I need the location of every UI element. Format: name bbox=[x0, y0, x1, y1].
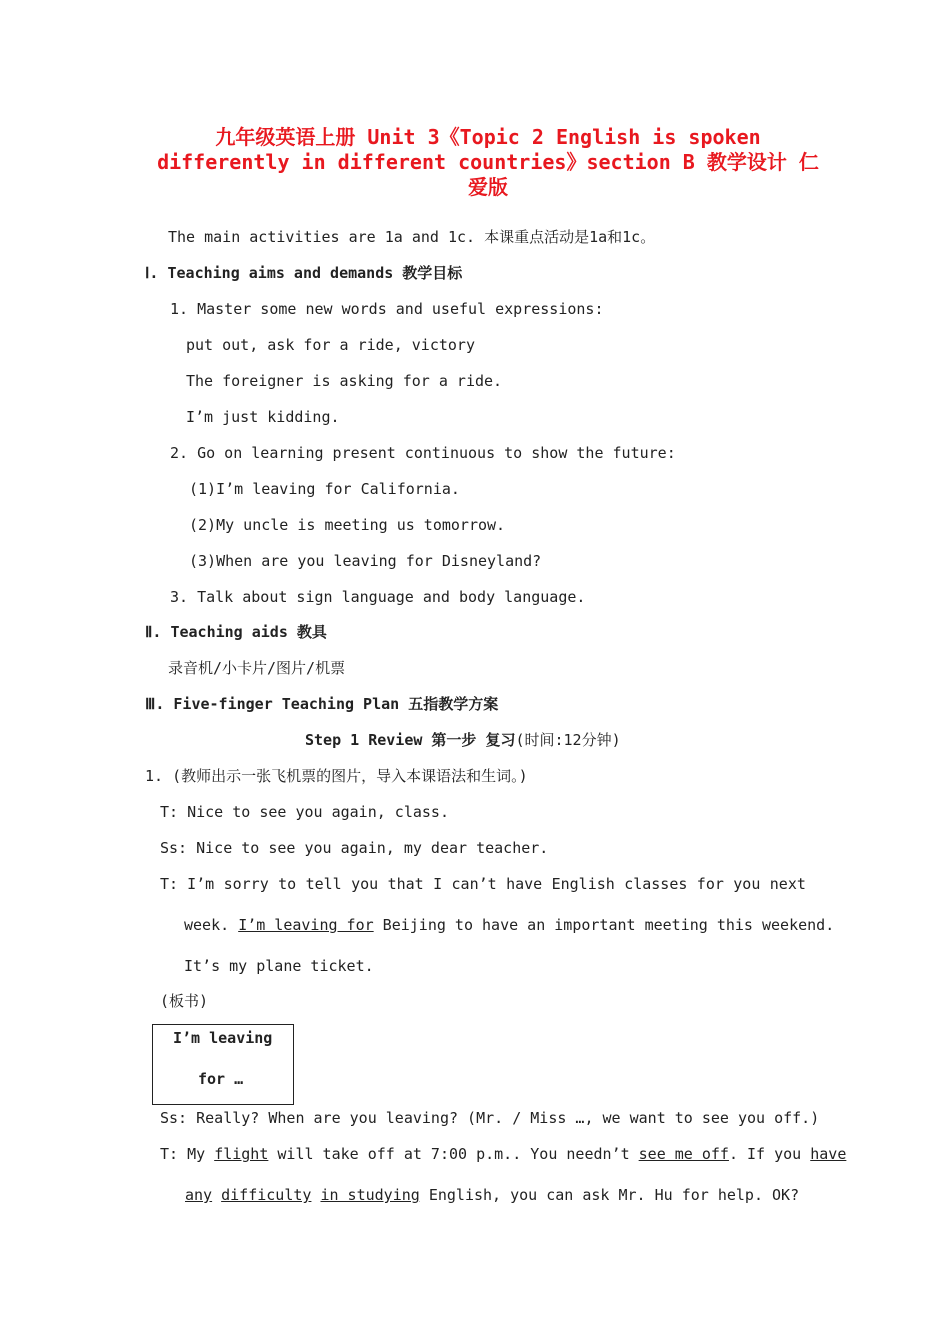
aim-sentence-1: (1)I’m leaving for California. bbox=[189, 480, 460, 498]
text-segment: Beijing to have an important meeting this weekend. bbox=[373, 916, 835, 934]
dialogue-line-3b bbox=[184, 915, 834, 935]
word: T: I’m bbox=[160, 875, 215, 893]
dialogue-line-3 bbox=[160, 874, 806, 894]
aim-sentence-2: (2)My uncle is meeting us tomorrow. bbox=[189, 516, 506, 534]
aim-item-1: 1. Master some new words and useful expressions: bbox=[170, 300, 604, 318]
word: that bbox=[387, 875, 424, 893]
section-2-heading: Ⅱ. Teaching aids 教具 bbox=[145, 623, 327, 641]
text-segment: English, you can ask Mr. Hu for help. OK? bbox=[419, 1186, 800, 1204]
step-1-heading bbox=[305, 730, 621, 750]
underlined-have: have bbox=[810, 1145, 847, 1163]
aim-sentence-3: (3)When are you leaving for Disneyland? bbox=[189, 552, 542, 570]
word: you bbox=[351, 875, 379, 893]
board-note: (板书) bbox=[160, 992, 209, 1010]
doc-title-line-2: differently in different countries》section B 教学设计 仁 bbox=[157, 150, 819, 174]
aim-item-2: 2. Go on learning present continuous to show the future: bbox=[170, 444, 676, 462]
word: next bbox=[769, 875, 806, 893]
step-1-time: (时间:12分钟) bbox=[515, 731, 621, 749]
text-segment: . If you bbox=[728, 1145, 811, 1163]
underlined-difficulty: difficulty bbox=[221, 1186, 312, 1204]
word: English bbox=[551, 875, 615, 893]
word: I bbox=[433, 875, 443, 893]
word: you bbox=[733, 875, 761, 893]
word: classes bbox=[624, 875, 688, 893]
text-segment: week. bbox=[184, 916, 239, 934]
dialogue-line-4: Ss: Really? When are you leaving? (Mr. / Miss …, we want to see you off.) bbox=[160, 1109, 820, 1127]
aim-item-3: 3. Talk about sign language and body language. bbox=[170, 588, 586, 606]
dialogue-line-3c: It’s my plane ticket. bbox=[184, 957, 374, 975]
word: can’t bbox=[451, 875, 497, 893]
dialogue-line-1: T: Nice to see you again, class. bbox=[160, 803, 449, 821]
step-1-title: Step 1 Review 第一步 复习 bbox=[305, 731, 516, 749]
section-3-heading: Ⅲ. Five-finger Teaching Plan 五指教学方案 bbox=[145, 695, 499, 713]
section-1-heading: Ⅰ. Teaching aims and demands 教学目标 bbox=[145, 264, 463, 282]
underlined-any: any bbox=[185, 1186, 213, 1204]
word: to bbox=[278, 875, 297, 893]
word: have bbox=[506, 875, 543, 893]
aim-words: put out, ask for a ride, victory bbox=[186, 336, 475, 354]
teaching-aids: 录音机/小卡片/图片/机票 bbox=[168, 659, 346, 677]
blackboard-box bbox=[152, 1024, 294, 1105]
underlined-in-studying: in studying bbox=[320, 1186, 420, 1204]
word: sorry bbox=[223, 875, 269, 893]
underlined-see-me-off: see me off bbox=[638, 1145, 729, 1163]
doc-title-line-1: 九年级英语上册 Unit 3《Topic 2 English is spoken bbox=[215, 125, 761, 149]
intro-text: The main activities are 1a and 1c. 本课重点活动是1a和1c。 bbox=[168, 228, 656, 246]
underlined-phrase: I’m leaving for bbox=[238, 916, 374, 934]
word: for bbox=[696, 875, 724, 893]
text-segment: will take off at 7:00 p.m.. You needn’t bbox=[268, 1145, 639, 1163]
box-line-1: I’m leaving bbox=[173, 1029, 273, 1047]
doc-title-line-3: 爱版 bbox=[468, 175, 508, 199]
step-note-1: 1. (教师出示一张飞机票的图片，导入本课语法和生词。) bbox=[145, 767, 528, 785]
box-line-2: for … bbox=[198, 1070, 244, 1088]
dialogue-line-6 bbox=[185, 1185, 799, 1205]
underlined-flight: flight bbox=[214, 1145, 269, 1163]
word: tell bbox=[305, 875, 342, 893]
dialogue-line-2: Ss: Nice to see you again, my dear teacher. bbox=[160, 839, 549, 857]
text-segment: T: My bbox=[160, 1145, 215, 1163]
aim-example-2: I’m just kidding. bbox=[186, 408, 340, 426]
aim-example-1: The foreigner is asking for a ride. bbox=[186, 372, 503, 390]
dialogue-line-5 bbox=[160, 1144, 846, 1164]
